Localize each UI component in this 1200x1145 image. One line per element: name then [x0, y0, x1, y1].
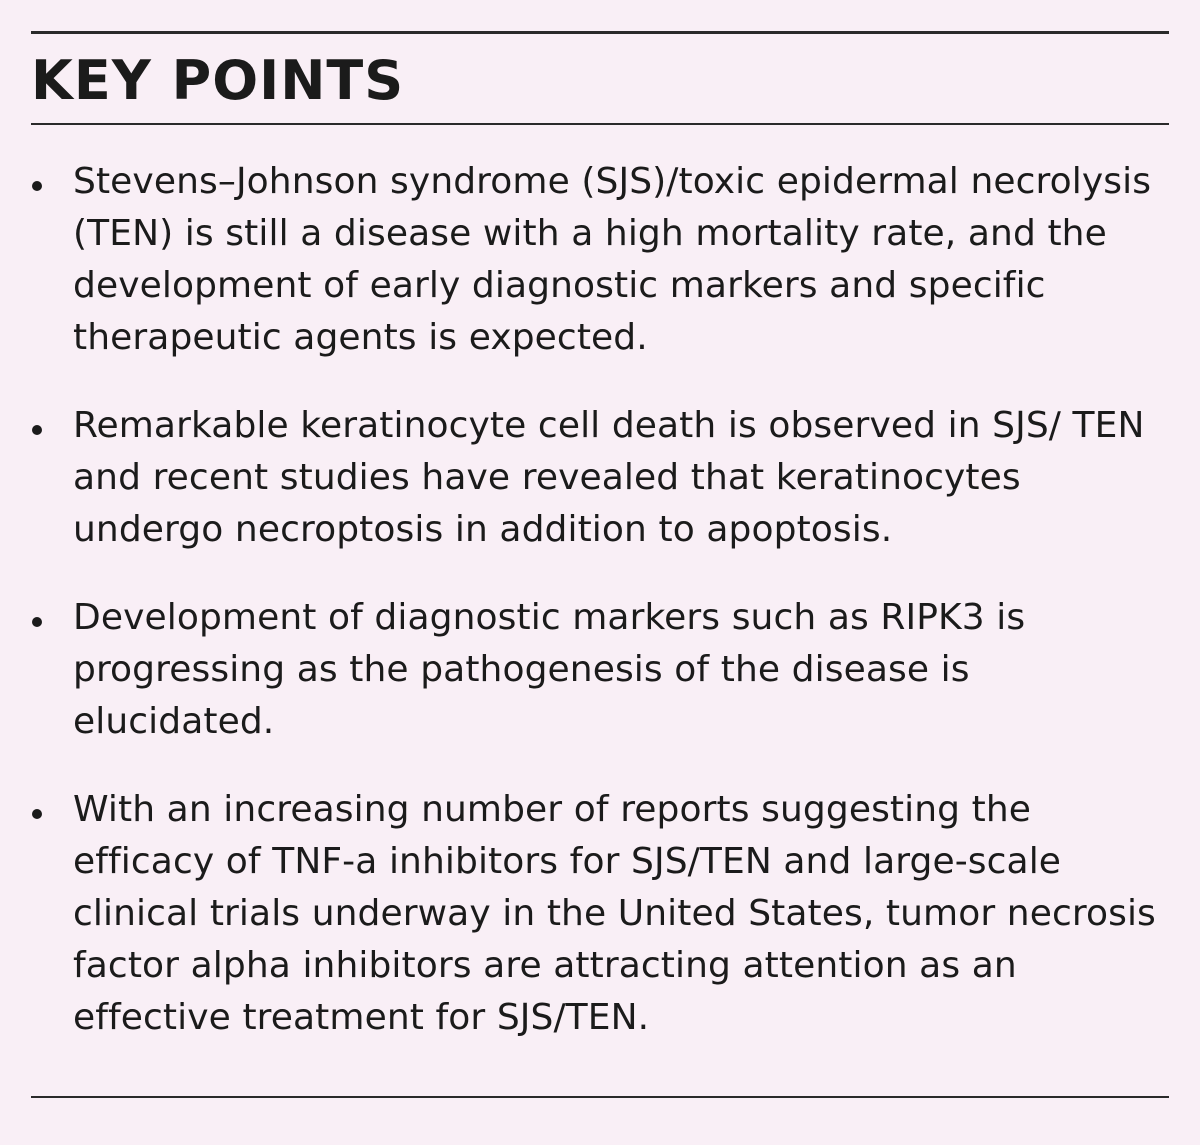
bullet-icon — [32, 181, 42, 191]
key-point-item — [31, 400, 1169, 556]
key-point-item — [31, 784, 1169, 1044]
bullet-icon — [32, 617, 42, 627]
key-point-text: Development of diagnostic markers such as RIPK3 is progressing as the pathogenesis of the disease is elucidated. — [73, 597, 1026, 742]
key-point-text: With an increasing number of reports suggesting the efficacy of TNF-a inhibitors for SJS/TEN and large-scale clinical trials underway in the United States, tumor necrosis factor alpha inhibitors are attracting attention as an effective treatment for SJS/TEN. — [73, 789, 1156, 1038]
heading-divider — [31, 123, 1169, 125]
key-points-heading: KEY POINTS — [31, 49, 405, 112]
key-point-text: Stevens–Johnson syndrome (SJS)/toxic epidermal necrolysis (TEN) is still a disease with a high mortality rate, and the development of early diagnostic markers and specific therapeutic agents is expected. — [73, 161, 1152, 358]
bullet-icon — [32, 809, 42, 819]
key-points-list — [31, 156, 1169, 1080]
bullet-icon — [32, 425, 42, 435]
key-point-text: Remarkable keratinocyte cell death is observed in SJS/ TEN and recent studies have revealed that keratinocytes undergo necroptosis in addition to apoptosis. — [73, 405, 1145, 550]
key-point-item — [31, 156, 1169, 364]
key-point-item — [31, 592, 1169, 748]
top-rule — [31, 31, 1169, 34]
bottom-rule — [31, 1096, 1169, 1098]
